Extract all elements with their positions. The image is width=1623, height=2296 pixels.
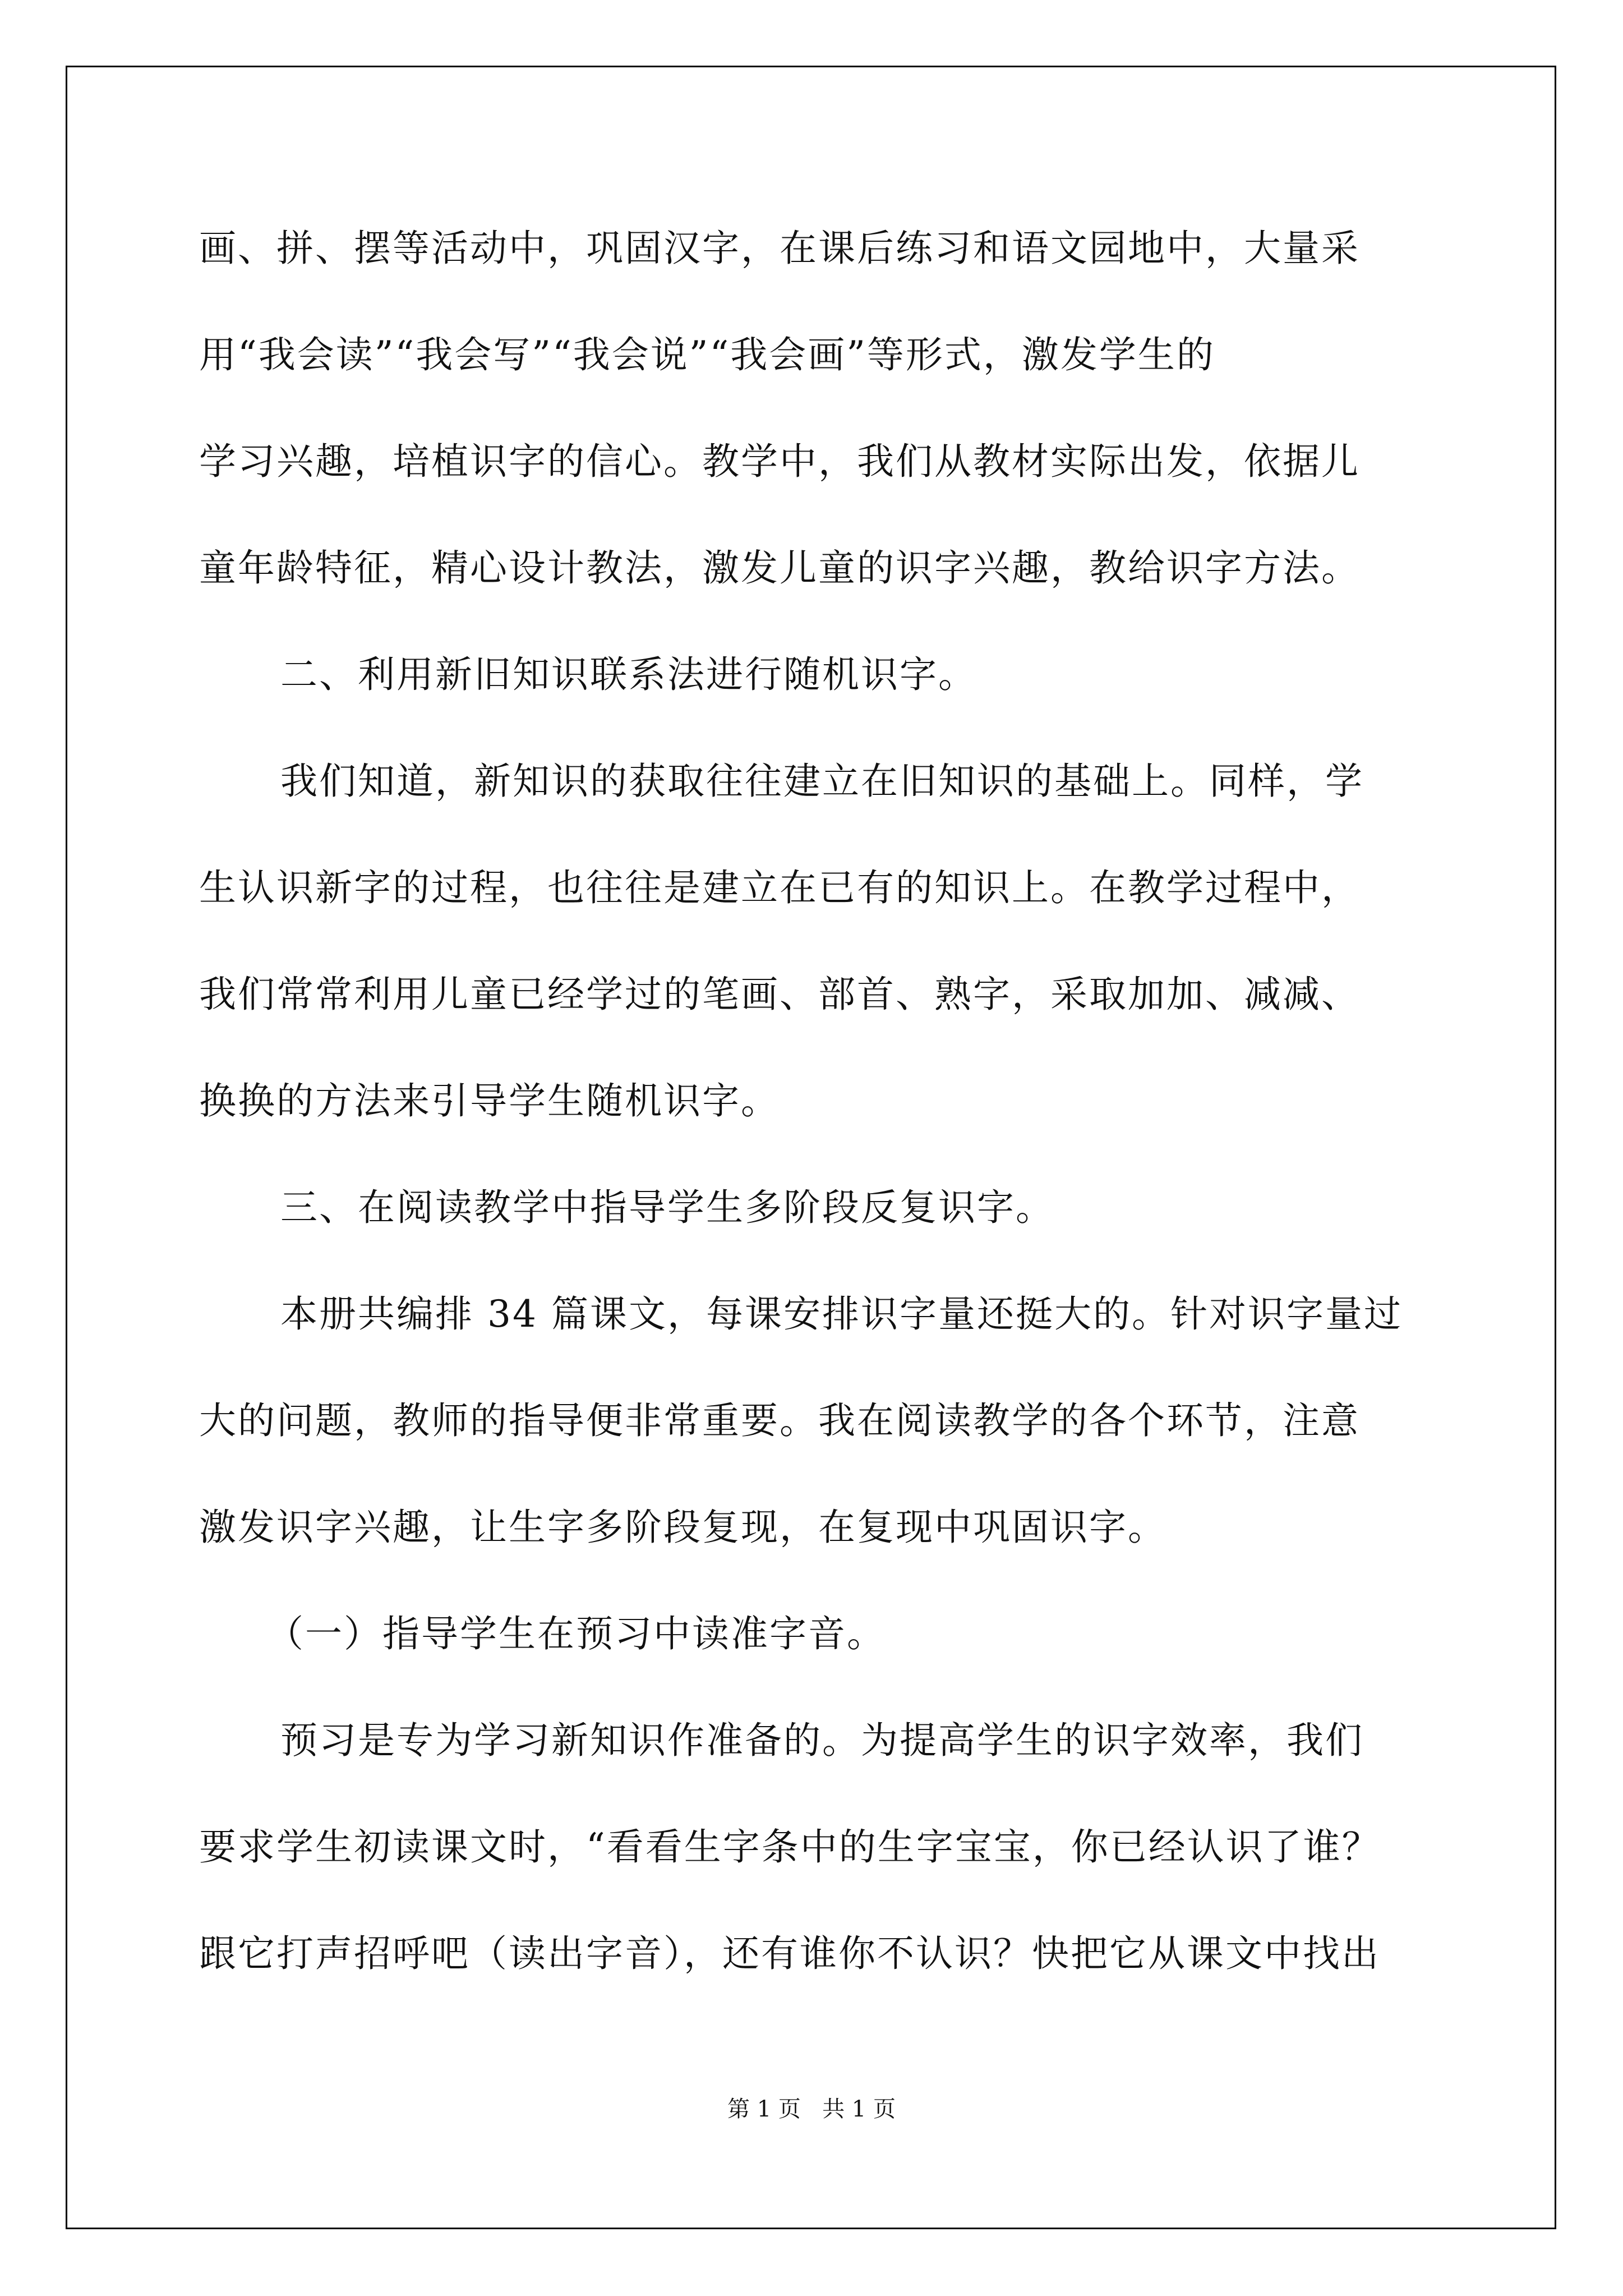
- text-line: 跟它打声招呼吧（读出字音），还有谁你不认识？快把它从课文中找出: [199, 1932, 1380, 1975]
- text-line: 我们常常利用儿童已经学过的笔画、部首、熟字，采取加加、减减、: [199, 973, 1360, 1016]
- text-line: 大的问题，教师的指导便非常重要。我在阅读教学的各个环节，注意: [199, 1399, 1360, 1442]
- text-line: 学习兴趣，培植识字的信心。教学中，我们从教材实际出发，依据儿: [199, 440, 1360, 483]
- text-line: 童年龄特征，精心设计教法，激发儿童的识字兴趣，教给识字方法。: [199, 546, 1360, 590]
- text-line: 激发识字兴趣，让生字多阶段复现，在复现中巩固识字。: [199, 1506, 1166, 1549]
- text-line: 我们知道，新知识的获取往往建立在旧知识的基础上。同样，学: [280, 760, 1364, 803]
- text-line: 生认识新字的过程，也往往是建立在已有的知识上。在教学过程中，: [199, 866, 1360, 909]
- subsection-heading: （一）指导学生在预习中读准字音。: [266, 1612, 886, 1655]
- text-line: 预习是专为学习新知识作准备的。为提高学生的识字效率，我们: [280, 1719, 1364, 1762]
- text-line: 换换的方法来引导学生随机识字。: [199, 1079, 780, 1122]
- page-border: [66, 66, 1556, 2229]
- page-footer: 第 1 页 共 1 页: [727, 2096, 896, 2122]
- section-heading: 三、在阅读教学中指导学生多阶段反复识字。: [280, 1186, 1054, 1229]
- text-line: 要求学生初读课文时，“看看生字条中的生字宝宝，你已经认识了谁？: [199, 1825, 1381, 1869]
- section-heading: 二、利用新旧知识联系法进行随机识字。: [280, 653, 977, 696]
- text-line: 画、拼、摆等活动中，巩固汉字，在课后练习和语文园地中，大量采: [199, 227, 1360, 270]
- text-line: 用“我会读”“我会写”“我会说”“我会画”等形式，激发学生的: [199, 333, 1215, 376]
- text-line: 本册共编排 34 篇课文，每课安排识字量还挺大的。针对识字量过: [280, 1292, 1403, 1336]
